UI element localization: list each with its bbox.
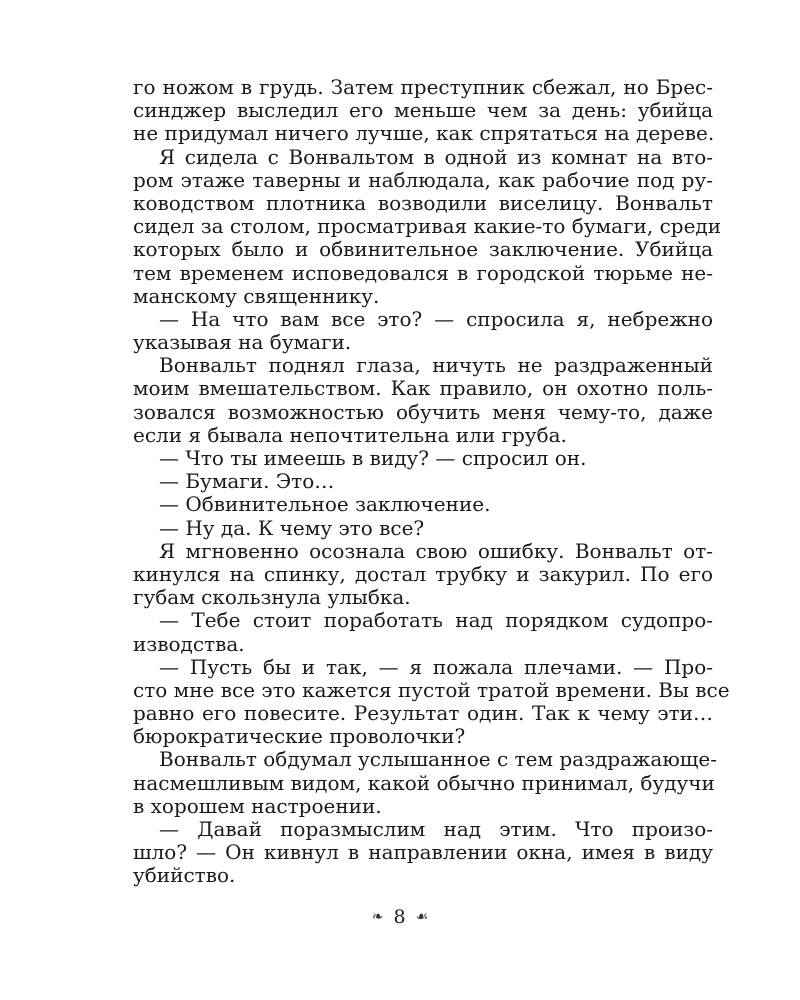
paragraph	[133, 447, 713, 470]
page-number: 8	[393, 906, 406, 928]
text-line: Вонвальт обдумал услышанное с тем раздражающе-	[159, 747, 717, 772]
text-line: сидел за столом, просматривая какие-то бумаги, среди	[133, 214, 722, 239]
text-line: го ножом в грудь. Затем преступник сбежал, но Брес-	[133, 75, 713, 99]
text-line: равно его повесите. Результат один. Так к чему эти…	[133, 701, 713, 726]
text-line: если я бывала непочтительна или груба.	[133, 422, 567, 447]
paragraph	[133, 76, 713, 146]
text-line: — Тебе стоит поработать над порядком судопро-	[159, 608, 713, 633]
text-line: сто мне все это кажется пустой тратой времени. Вы все	[133, 677, 730, 702]
text-line: в хорошем настроении.	[133, 793, 382, 818]
text-line: которых было и обвинительное заключение. Убийца	[133, 237, 713, 262]
text-line: Я мгновенно осознала свою ошибку. Вонвальт от-	[159, 538, 713, 563]
paragraph	[133, 470, 713, 493]
text-line: ководством плотника возводили виселицу. Вонвальт	[133, 190, 713, 215]
text-line: манскому священнику.	[133, 283, 380, 308]
text-line: указывая на бумаги.	[133, 330, 352, 355]
text-line: убийство.	[133, 863, 236, 888]
text-line: — На что вам все это? — спросила я, небрежно	[159, 306, 713, 331]
text-line: — Давай поразмыслим над этим. Что произо-	[159, 817, 713, 841]
paragraph	[133, 609, 713, 655]
paragraph	[133, 354, 713, 447]
text-line: изводства.	[133, 631, 245, 656]
text-line: Я сидела с Вонвальтом в одной из комнат на вто-	[159, 144, 713, 169]
text-line: Вонвальт поднял глаза, ничуть не раздраженный	[159, 353, 713, 378]
text-line: — Пусть бы и так, — я пожала плечами. — Про-	[159, 654, 713, 679]
paragraph	[133, 747, 717, 818]
right-ornament-icon: ☙	[415, 909, 429, 925]
paragraph	[133, 493, 713, 516]
text-line: — Обвинительное заключение.	[159, 492, 491, 517]
text-line: шло? — Он кивнул в направлении окна, имея в виду	[133, 840, 713, 865]
text-line: зовался возможностью обучить меня чему-то, даже	[133, 399, 713, 424]
paragraph	[133, 517, 713, 540]
page-text	[133, 75, 730, 888]
text-line: — Ну да. К чему это все?	[159, 515, 425, 540]
page-folio	[0, 904, 800, 929]
text-line: тем временем исповедовался в городской тюрьме не-	[133, 260, 713, 285]
text-line: не придумал ничего лучше, как спрятаться на дереве.	[133, 121, 715, 146]
paragraph	[133, 308, 713, 354]
text-line: губам скользнула улыбка.	[133, 585, 411, 610]
paragraph	[133, 144, 722, 308]
text-line: бюрократические проволочки?	[133, 724, 466, 749]
text-line: — Бумаги. Это…	[159, 469, 335, 494]
text-line: моим вмешательством. Как правило, он охотно поль-	[133, 376, 713, 401]
paragraph	[133, 540, 713, 610]
paragraph	[133, 818, 713, 888]
text-line: кинулся на спинку, достал трубку и закурил. По его	[133, 561, 713, 586]
paragraph	[133, 654, 730, 749]
text-line: — Что ты имеешь в виду? — спросил он.	[159, 446, 587, 470]
left-ornament-icon: ❧	[371, 909, 384, 925]
text-line: синджер выследил его меньше чем за день: убийца	[133, 98, 713, 123]
text-line: ром этаже таверны и наблюдала, как рабочие под ру-	[133, 167, 713, 192]
text-line: насмешливым видом, какой обычно принимал, будучи	[133, 770, 715, 795]
